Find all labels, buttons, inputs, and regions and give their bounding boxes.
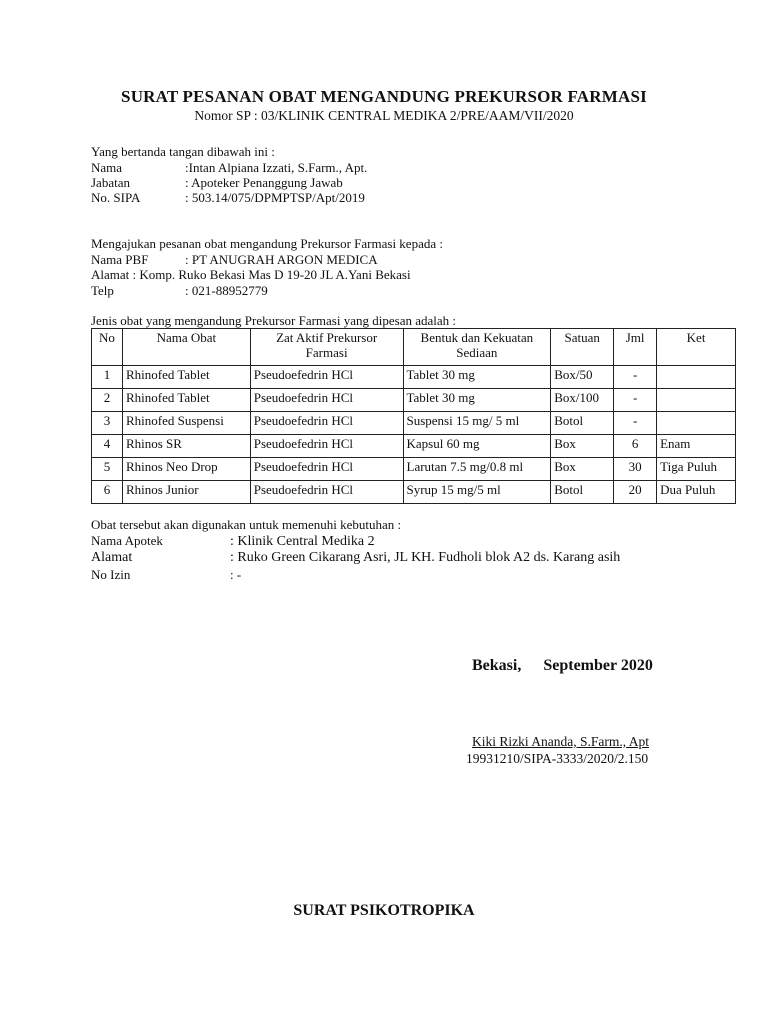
supplier-intro: Mengajukan pesanan obat mengandung Prekursor Farmasi kepada : — [91, 236, 443, 251]
cell-bentuk: Tablet 30 mg — [403, 389, 551, 412]
cell-ket — [657, 366, 736, 389]
usage-izin-row — [91, 567, 241, 582]
cell-jml: - — [614, 389, 657, 412]
cell-satuan: Box — [551, 435, 614, 458]
signatory-position-row — [91, 175, 343, 190]
document-title: SURAT PESANAN OBAT MENGANDUNG PREKURSOR FARMASI — [121, 87, 647, 106]
usage-address-label: Alamat — [91, 550, 133, 565]
cell-zat: Pseudoefedrin HCl — [250, 481, 403, 504]
cell-jml: 30 — [614, 458, 657, 481]
cell-zat: Pseudoefedrin HCl — [250, 435, 403, 458]
next-section-title: SURAT PSIKOTROPIKA — [293, 902, 475, 919]
cell-zat: Pseudoefedrin HCl — [250, 458, 403, 481]
table-row — [92, 366, 736, 389]
cell-nama: Rhinofed Suspensi — [122, 412, 250, 435]
header-ket: Ket — [657, 329, 736, 366]
cell-no: 3 — [92, 412, 123, 435]
header-no: No — [92, 329, 123, 366]
cell-nama: Rhinos Neo Drop — [122, 458, 250, 481]
usage-apotek-value: : Klinik Central Medika 2 — [230, 534, 375, 549]
cell-satuan: Box/50 — [551, 366, 614, 389]
cell-nama: Rhinofed Tablet — [122, 366, 250, 389]
signatory-position-value: : Apoteker Penanggung Jawab — [185, 175, 343, 190]
cell-nama: Rhinos Junior — [122, 481, 250, 504]
table-header-row — [92, 329, 736, 366]
table-row — [92, 435, 736, 458]
signer-sipa: 19931210/SIPA-3333/2020/2.150 — [466, 751, 649, 766]
cell-ket — [657, 412, 736, 435]
header-satuan: Satuan — [551, 329, 614, 366]
supplier-phone-row — [91, 283, 268, 298]
cell-bentuk: Suspensi 15 mg/ 5 ml — [403, 412, 551, 435]
cell-jml: 6 — [614, 435, 657, 458]
cell-ket: Dua Puluh — [657, 481, 736, 504]
cell-jml: 20 — [614, 481, 657, 504]
supplier-pbf-row — [91, 252, 378, 267]
cell-nama: Rhinofed Tablet — [122, 389, 250, 412]
items-intro: Jenis obat yang mengandung Prekursor Farmasi yang dipesan adalah : — [91, 313, 456, 328]
cell-no: 4 — [92, 435, 123, 458]
signatory-sipa-value: : 503.14/075/DPMPTSP/Apt/2019 — [185, 190, 365, 205]
cell-bentuk: Larutan 7.5 mg/0.8 ml — [403, 458, 551, 481]
place: Bekasi, — [472, 657, 522, 674]
usage-izin-label: No Izin — [91, 567, 131, 582]
table-row — [92, 458, 736, 481]
usage-apotek-label: Nama Apotek — [91, 533, 163, 548]
header-zat-aktif: Zat Aktif Prekursor Farmasi — [250, 329, 403, 366]
supplier-phone-value: : 021-88952779 — [185, 283, 268, 298]
cell-no: 6 — [92, 481, 123, 504]
supplier-pbf-value: : PT ANUGRAH ARGON MEDICA — [185, 252, 378, 267]
usage-apotek-row — [91, 533, 375, 550]
usage-izin-value: : - — [230, 567, 242, 582]
cell-zat: Pseudoefedrin HCl — [250, 389, 403, 412]
cell-ket: Enam — [657, 435, 736, 458]
cell-no: 5 — [92, 458, 123, 481]
cell-satuan: Botol — [551, 481, 614, 504]
supplier-phone-label: Telp — [91, 283, 114, 298]
table-row — [92, 481, 736, 504]
usage-intro: Obat tersebut akan digunakan untuk memenuhi kebutuhan : — [91, 517, 402, 532]
signatory-sipa-label: No. SIPA — [91, 190, 141, 205]
signatory-intro: Yang bertanda tangan dibawah ini : — [91, 144, 275, 159]
date: September 2020 — [543, 657, 653, 674]
signatory-position-label: Jabatan — [91, 175, 130, 190]
place-date — [472, 657, 653, 675]
cell-zat: Pseudoefedrin HCl — [250, 366, 403, 389]
cell-bentuk: Syrup 15 mg/5 ml — [403, 481, 551, 504]
cell-nama: Rhinos SR — [122, 435, 250, 458]
cell-jml: - — [614, 412, 657, 435]
cell-no: 1 — [92, 366, 123, 389]
document-number: Nomor SP : 03/KLINIK CENTRAL MEDIKA 2/PRE/AAM/VII/2020 — [194, 108, 574, 123]
cell-satuan: Box — [551, 458, 614, 481]
cell-ket: Tiga Puluh — [657, 458, 736, 481]
usage-address-value: : Ruko Green Cikarang Asri, JL KH. Fudholi blok A2 ds. Karang asih — [230, 550, 621, 565]
table-row — [92, 389, 736, 412]
header-nama-obat: Nama Obat — [122, 329, 250, 366]
cell-no: 2 — [92, 389, 123, 412]
cell-bentuk: Kapsul 60 mg — [403, 435, 551, 458]
header-jml: Jml — [614, 329, 657, 366]
supplier-address: Alamat : Komp. Ruko Bekasi Mas D 19-20 JL A.Yani Bekasi — [91, 267, 411, 282]
signatory-sipa-row — [91, 190, 365, 205]
cell-jml: - — [614, 366, 657, 389]
cell-ket — [657, 389, 736, 412]
cell-satuan: Box/100 — [551, 389, 614, 412]
header-bentuk: Bentuk dan Kekuatan Sediaan — [403, 329, 551, 366]
signatory-name-label: Nama — [91, 160, 123, 175]
signer-name: Kiki Rizki Ananda, S.Farm., Apt — [472, 734, 649, 749]
items-table — [91, 328, 736, 504]
usage-address-row — [91, 550, 620, 566]
cell-zat: Pseudoefedrin HCl — [250, 412, 403, 435]
signatory-name-value: :Intan Alpiana Izzati, S.Farm., Apt. — [185, 160, 368, 175]
cell-bentuk: Tablet 30 mg — [403, 366, 551, 389]
supplier-pbf-label: Nama PBF — [91, 252, 149, 267]
table-row — [92, 412, 736, 435]
cell-satuan: Botol — [551, 412, 614, 435]
signatory-name-row — [91, 160, 367, 175]
